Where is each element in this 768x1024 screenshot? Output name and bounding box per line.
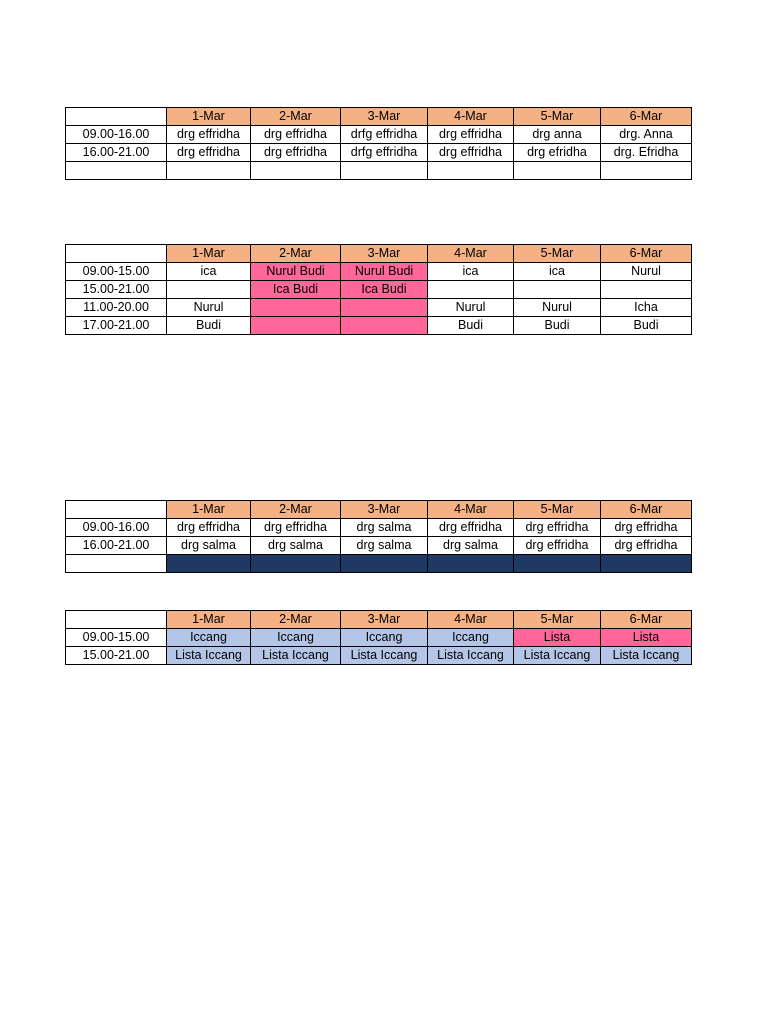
table-row xyxy=(66,629,692,647)
schedule-cell xyxy=(341,317,428,335)
schedule-cell: Nurul xyxy=(167,299,251,317)
schedule-cell xyxy=(251,317,341,335)
schedule-cell: drg effridha xyxy=(601,537,692,555)
header-row xyxy=(66,501,692,519)
schedule-cell: Lista xyxy=(514,629,601,647)
schedule-cell: Lista Iccang xyxy=(514,647,601,665)
schedule-cell: Budi xyxy=(601,317,692,335)
schedule-cell: drg effridha xyxy=(251,126,341,144)
date-header: 1-Mar xyxy=(167,108,251,126)
corner-cell xyxy=(66,501,167,519)
schedule-cell: drfg effridha xyxy=(341,126,428,144)
schedule-cell: drg effridha xyxy=(601,519,692,537)
date-header: 1-Mar xyxy=(167,611,251,629)
time-slot-cell xyxy=(66,162,167,180)
table-row xyxy=(66,126,692,144)
schedule-cell: Nurul Budi xyxy=(251,263,341,281)
schedule-cell: Nurul xyxy=(514,299,601,317)
table-row xyxy=(66,263,692,281)
corner-cell xyxy=(66,108,167,126)
schedule-cell: ica xyxy=(428,263,514,281)
schedule-cell: Budi xyxy=(514,317,601,335)
date-header: 5-Mar xyxy=(514,108,601,126)
schedule-cell: Lista xyxy=(601,629,692,647)
schedule-cell: drg anna xyxy=(514,126,601,144)
date-header: 6-Mar xyxy=(601,108,692,126)
date-header: 3-Mar xyxy=(341,611,428,629)
time-slot-cell: 09.00-16.00 xyxy=(66,126,167,144)
date-header: 2-Mar xyxy=(251,501,341,519)
schedule-cell: ica xyxy=(167,263,251,281)
schedule-cell: Lista Iccang xyxy=(601,647,692,665)
time-slot-cell: 15.00-21.00 xyxy=(66,647,167,665)
schedule-cell: drg salma xyxy=(428,537,514,555)
schedule-cell: drg salma xyxy=(167,537,251,555)
schedule-cell: drg effridha xyxy=(251,144,341,162)
schedule-cell: Iccang xyxy=(167,629,251,647)
schedule-cell xyxy=(601,162,692,180)
corner-cell xyxy=(66,611,167,629)
schedule-cell: ica xyxy=(514,263,601,281)
schedule-cell: drg effridha xyxy=(167,126,251,144)
schedule-cell xyxy=(167,555,251,573)
date-header: 6-Mar xyxy=(601,501,692,519)
table-row xyxy=(66,281,692,299)
schedule-cell xyxy=(514,555,601,573)
time-slot-cell: 15.00-21.00 xyxy=(66,281,167,299)
schedule-cell: drg effridha xyxy=(167,144,251,162)
schedule-cell: drg salma xyxy=(251,537,341,555)
date-header: 2-Mar xyxy=(251,245,341,263)
schedule-cell xyxy=(601,281,692,299)
schedule-cell: drg. Anna xyxy=(601,126,692,144)
schedule-cell: drg effridha xyxy=(428,126,514,144)
table-row xyxy=(66,162,692,180)
schedule-cell: drg. Efridha xyxy=(601,144,692,162)
schedule-cell: Budi xyxy=(167,317,251,335)
schedule-cell: Nurul xyxy=(428,299,514,317)
schedule-cell: Lista Iccang xyxy=(251,647,341,665)
date-header: 2-Mar xyxy=(251,108,341,126)
date-header: 3-Mar xyxy=(341,501,428,519)
time-slot-cell: 09.00-16.00 xyxy=(66,519,167,537)
time-slot-cell: 09.00-15.00 xyxy=(66,263,167,281)
date-header: 3-Mar xyxy=(341,108,428,126)
date-header: 1-Mar xyxy=(167,501,251,519)
schedule-cell: Lista Iccang xyxy=(341,647,428,665)
schedule-cell: drg effridha xyxy=(251,519,341,537)
table-row xyxy=(66,537,692,555)
schedule-cell: Nurul xyxy=(601,263,692,281)
date-header: 5-Mar xyxy=(514,501,601,519)
schedule-cell: Lista Iccang xyxy=(428,647,514,665)
date-header: 4-Mar xyxy=(428,611,514,629)
schedule-cell xyxy=(601,555,692,573)
table-row xyxy=(66,555,692,573)
schedule-cell: drg effridha xyxy=(428,519,514,537)
date-header: 4-Mar xyxy=(428,501,514,519)
schedule-cell: drg effridha xyxy=(514,537,601,555)
schedule-cell xyxy=(428,162,514,180)
time-slot-cell: 16.00-21.00 xyxy=(66,144,167,162)
time-slot-cell: 17.00-21.00 xyxy=(66,317,167,335)
date-header: 4-Mar xyxy=(428,245,514,263)
date-header: 5-Mar xyxy=(514,611,601,629)
schedule-cell: drfg effridha xyxy=(341,144,428,162)
schedule-cell xyxy=(341,162,428,180)
header-row xyxy=(66,108,692,126)
time-slot-cell: 09.00-15.00 xyxy=(66,629,167,647)
table-row xyxy=(66,519,692,537)
schedule-cell: Iccang xyxy=(251,629,341,647)
schedule-cell xyxy=(251,555,341,573)
schedule-cell: drg effridha xyxy=(167,519,251,537)
schedule-cell: Budi xyxy=(428,317,514,335)
schedule-cell: drg effridha xyxy=(428,144,514,162)
schedule-cell xyxy=(428,555,514,573)
schedule-cell: drg salma xyxy=(341,519,428,537)
schedule-table-2 xyxy=(65,244,692,335)
schedule-cell: Icha xyxy=(601,299,692,317)
schedule-cell xyxy=(514,281,601,299)
time-slot-cell: 16.00-21.00 xyxy=(66,537,167,555)
schedule-cell xyxy=(341,299,428,317)
schedule-cell: Iccang xyxy=(428,629,514,647)
schedule-cell xyxy=(251,299,341,317)
date-header: 6-Mar xyxy=(601,245,692,263)
date-header: 6-Mar xyxy=(601,611,692,629)
schedule-cell: drg efridha xyxy=(514,144,601,162)
schedule-cell xyxy=(251,162,341,180)
schedule-cell xyxy=(167,281,251,299)
schedule-cell: drg salma xyxy=(341,537,428,555)
corner-cell xyxy=(66,245,167,263)
schedule-cell: Ica Budi xyxy=(341,281,428,299)
date-header: 1-Mar xyxy=(167,245,251,263)
date-header: 5-Mar xyxy=(514,245,601,263)
time-slot-cell: 11.00-20.00 xyxy=(66,299,167,317)
schedule-cell: drg effridha xyxy=(514,519,601,537)
schedule-cell: Lista Iccang xyxy=(167,647,251,665)
schedule-cell xyxy=(428,281,514,299)
schedule-cell: Ica Budi xyxy=(251,281,341,299)
schedule-cell xyxy=(341,555,428,573)
schedule-cell xyxy=(167,162,251,180)
schedule-cell: Iccang xyxy=(341,629,428,647)
date-header: 3-Mar xyxy=(341,245,428,263)
header-row xyxy=(66,611,692,629)
table-row xyxy=(66,299,692,317)
schedule-table-4 xyxy=(65,610,692,665)
table-row xyxy=(66,317,692,335)
table-row xyxy=(66,144,692,162)
schedule-table-3 xyxy=(65,500,692,573)
header-row xyxy=(66,245,692,263)
date-header: 2-Mar xyxy=(251,611,341,629)
table-row xyxy=(66,647,692,665)
schedule-cell: Nurul Budi xyxy=(341,263,428,281)
schedule-cell xyxy=(514,162,601,180)
date-header: 4-Mar xyxy=(428,108,514,126)
time-slot-cell xyxy=(66,555,167,573)
schedule-table-1 xyxy=(65,107,692,180)
